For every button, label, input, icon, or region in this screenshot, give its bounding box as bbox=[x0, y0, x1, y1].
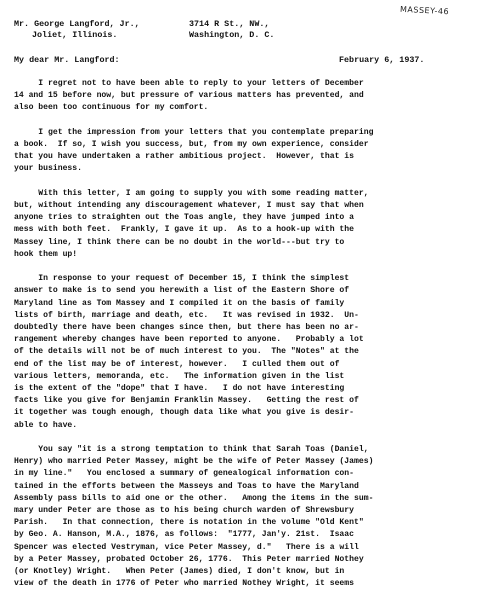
salutation: My dear Mr. Langford: bbox=[14, 55, 120, 65]
paragraph-line: You say "it is a strong temptation to think that Sarah Toas (Daniel, bbox=[14, 445, 369, 455]
paragraph-line: your business. bbox=[14, 164, 82, 174]
letter-paragraph bbox=[14, 273, 470, 432]
paragraph-line: able to have. bbox=[14, 420, 78, 430]
sender-city: Washington, D. C. bbox=[189, 30, 275, 40]
letter-date: February 6, 1937. bbox=[339, 55, 425, 65]
paragraph-line: tained in the efforts between the Masseys and Toas to have the Maryland bbox=[14, 481, 359, 491]
paragraph-line: by Geo. A. Hanson, M.A., 1876, as follows: "1777, Jan'y. 21st. Isaac bbox=[14, 530, 354, 540]
paragraph-line: mess with both feet. Frankly, I gave it up. As to a hook-up with the bbox=[14, 225, 354, 235]
paragraph-line: Assembly pass bills to aid one or the other. Among the items in the sum- bbox=[14, 493, 374, 503]
paragraph-line: anyone tries to straighten out the Toas angle, they have jumped into a bbox=[14, 213, 354, 223]
paragraph-line: I regret not to have been able to reply to your letters of December bbox=[14, 79, 364, 88]
paragraph-line: facts like you give for Benjamin Franklin Massey. Getting the rest of bbox=[14, 396, 359, 406]
paragraph-line: by a Peter Massey, probated October 26, 1776. This Peter married Nothey bbox=[14, 554, 364, 564]
paragraph-line: end of the list may be of interest, however. I culled them out of bbox=[14, 359, 340, 369]
paragraph-line: 14 and 15 before now, but pressure of various matters has prevented, and bbox=[14, 91, 364, 101]
paragraph-line: Maryland line as Tom Massey and I compiled it on the basis of family bbox=[14, 298, 345, 308]
paragraph-line: but, without intending any discouragement whatever, I must say that when bbox=[14, 201, 364, 210]
paragraph-line: mary under Peter are those as to his being church warden of Shrewsbury bbox=[14, 506, 354, 516]
letter-paragraph bbox=[14, 188, 470, 261]
paragraph-line: of the details will not be of much interest to you. The "Notes" at the bbox=[14, 347, 359, 357]
paragraph-line: in my line." You enclosed a summary of genealogical information con- bbox=[14, 469, 354, 479]
paragraph-line: In response to your request of December 15, I think the simplest bbox=[14, 274, 350, 284]
paragraph-line: rangement whereby changes have been reported to anyone. Probably a lot bbox=[14, 335, 364, 345]
recipient-city: Joliet, Illinois. bbox=[32, 30, 118, 40]
recipient-address bbox=[14, 19, 140, 41]
paragraph-line: is the extent of the "dope" that I have. I do not have interesting bbox=[14, 384, 345, 394]
paragraph-line: Massey line, I think there can be no doubt in the world---but try to bbox=[14, 237, 345, 247]
letter-paragraph bbox=[14, 78, 470, 115]
sender-street: 3714 R St., NW., bbox=[189, 19, 270, 29]
sender-address bbox=[189, 19, 274, 41]
paragraph-line: (or Knotley) Wright. When Peter (James) died, I don't know, but in bbox=[14, 567, 345, 577]
paragraph-line: view of the death in 1776 of Peter who married Nothey Wright, it seems bbox=[14, 579, 354, 589]
paragraph-line: also been too continuous for my comfort. bbox=[14, 103, 209, 113]
letter-body bbox=[14, 78, 470, 603]
paragraph-line: Parish. In that connection, there is notation in the volume "Old Kent" bbox=[14, 518, 364, 528]
paragraph-line: it together was tough enough, though data like what you give is desir- bbox=[14, 408, 354, 418]
letter-paragraph bbox=[14, 444, 470, 590]
paragraph-line: lists of birth, marriage and death, etc. It was revised in 1932. Un- bbox=[14, 310, 359, 320]
recipient-name: Mr. George Langford, Jr., bbox=[14, 19, 140, 29]
paragraph-line: a book. If so, I wish you success, but, from my own experience, consider bbox=[14, 140, 369, 149]
paragraph-line: that you have undertaken a rather ambitious project. However, that is bbox=[14, 152, 354, 162]
paragraph-line: hook them up! bbox=[14, 249, 78, 259]
paragraph-line: Henry) who married Peter Massey, might be the wife of Peter Massey (James) bbox=[14, 457, 374, 467]
letter-paragraph bbox=[14, 127, 470, 176]
paragraph-line: With this letter, I am going to supply you with some reading matter, bbox=[14, 188, 369, 198]
paragraph-line: Spencer was elected Vestryman, vice Peter Massey, d." There is a will bbox=[14, 542, 359, 552]
paragraph-line: answer to make is to send you herewith a list of the Eastern Shore of bbox=[14, 286, 350, 296]
handwritten-annotation: MASSEY-46 bbox=[399, 4, 450, 17]
paragraph-line: I get the impression from your letters that you contemplate preparing bbox=[14, 127, 374, 137]
paragraph-line: doubtedly there have been changes since then, but there has been no ar- bbox=[14, 323, 359, 333]
paragraph-line: various letters, memoranda, etc. The information given in the list bbox=[14, 371, 345, 381]
